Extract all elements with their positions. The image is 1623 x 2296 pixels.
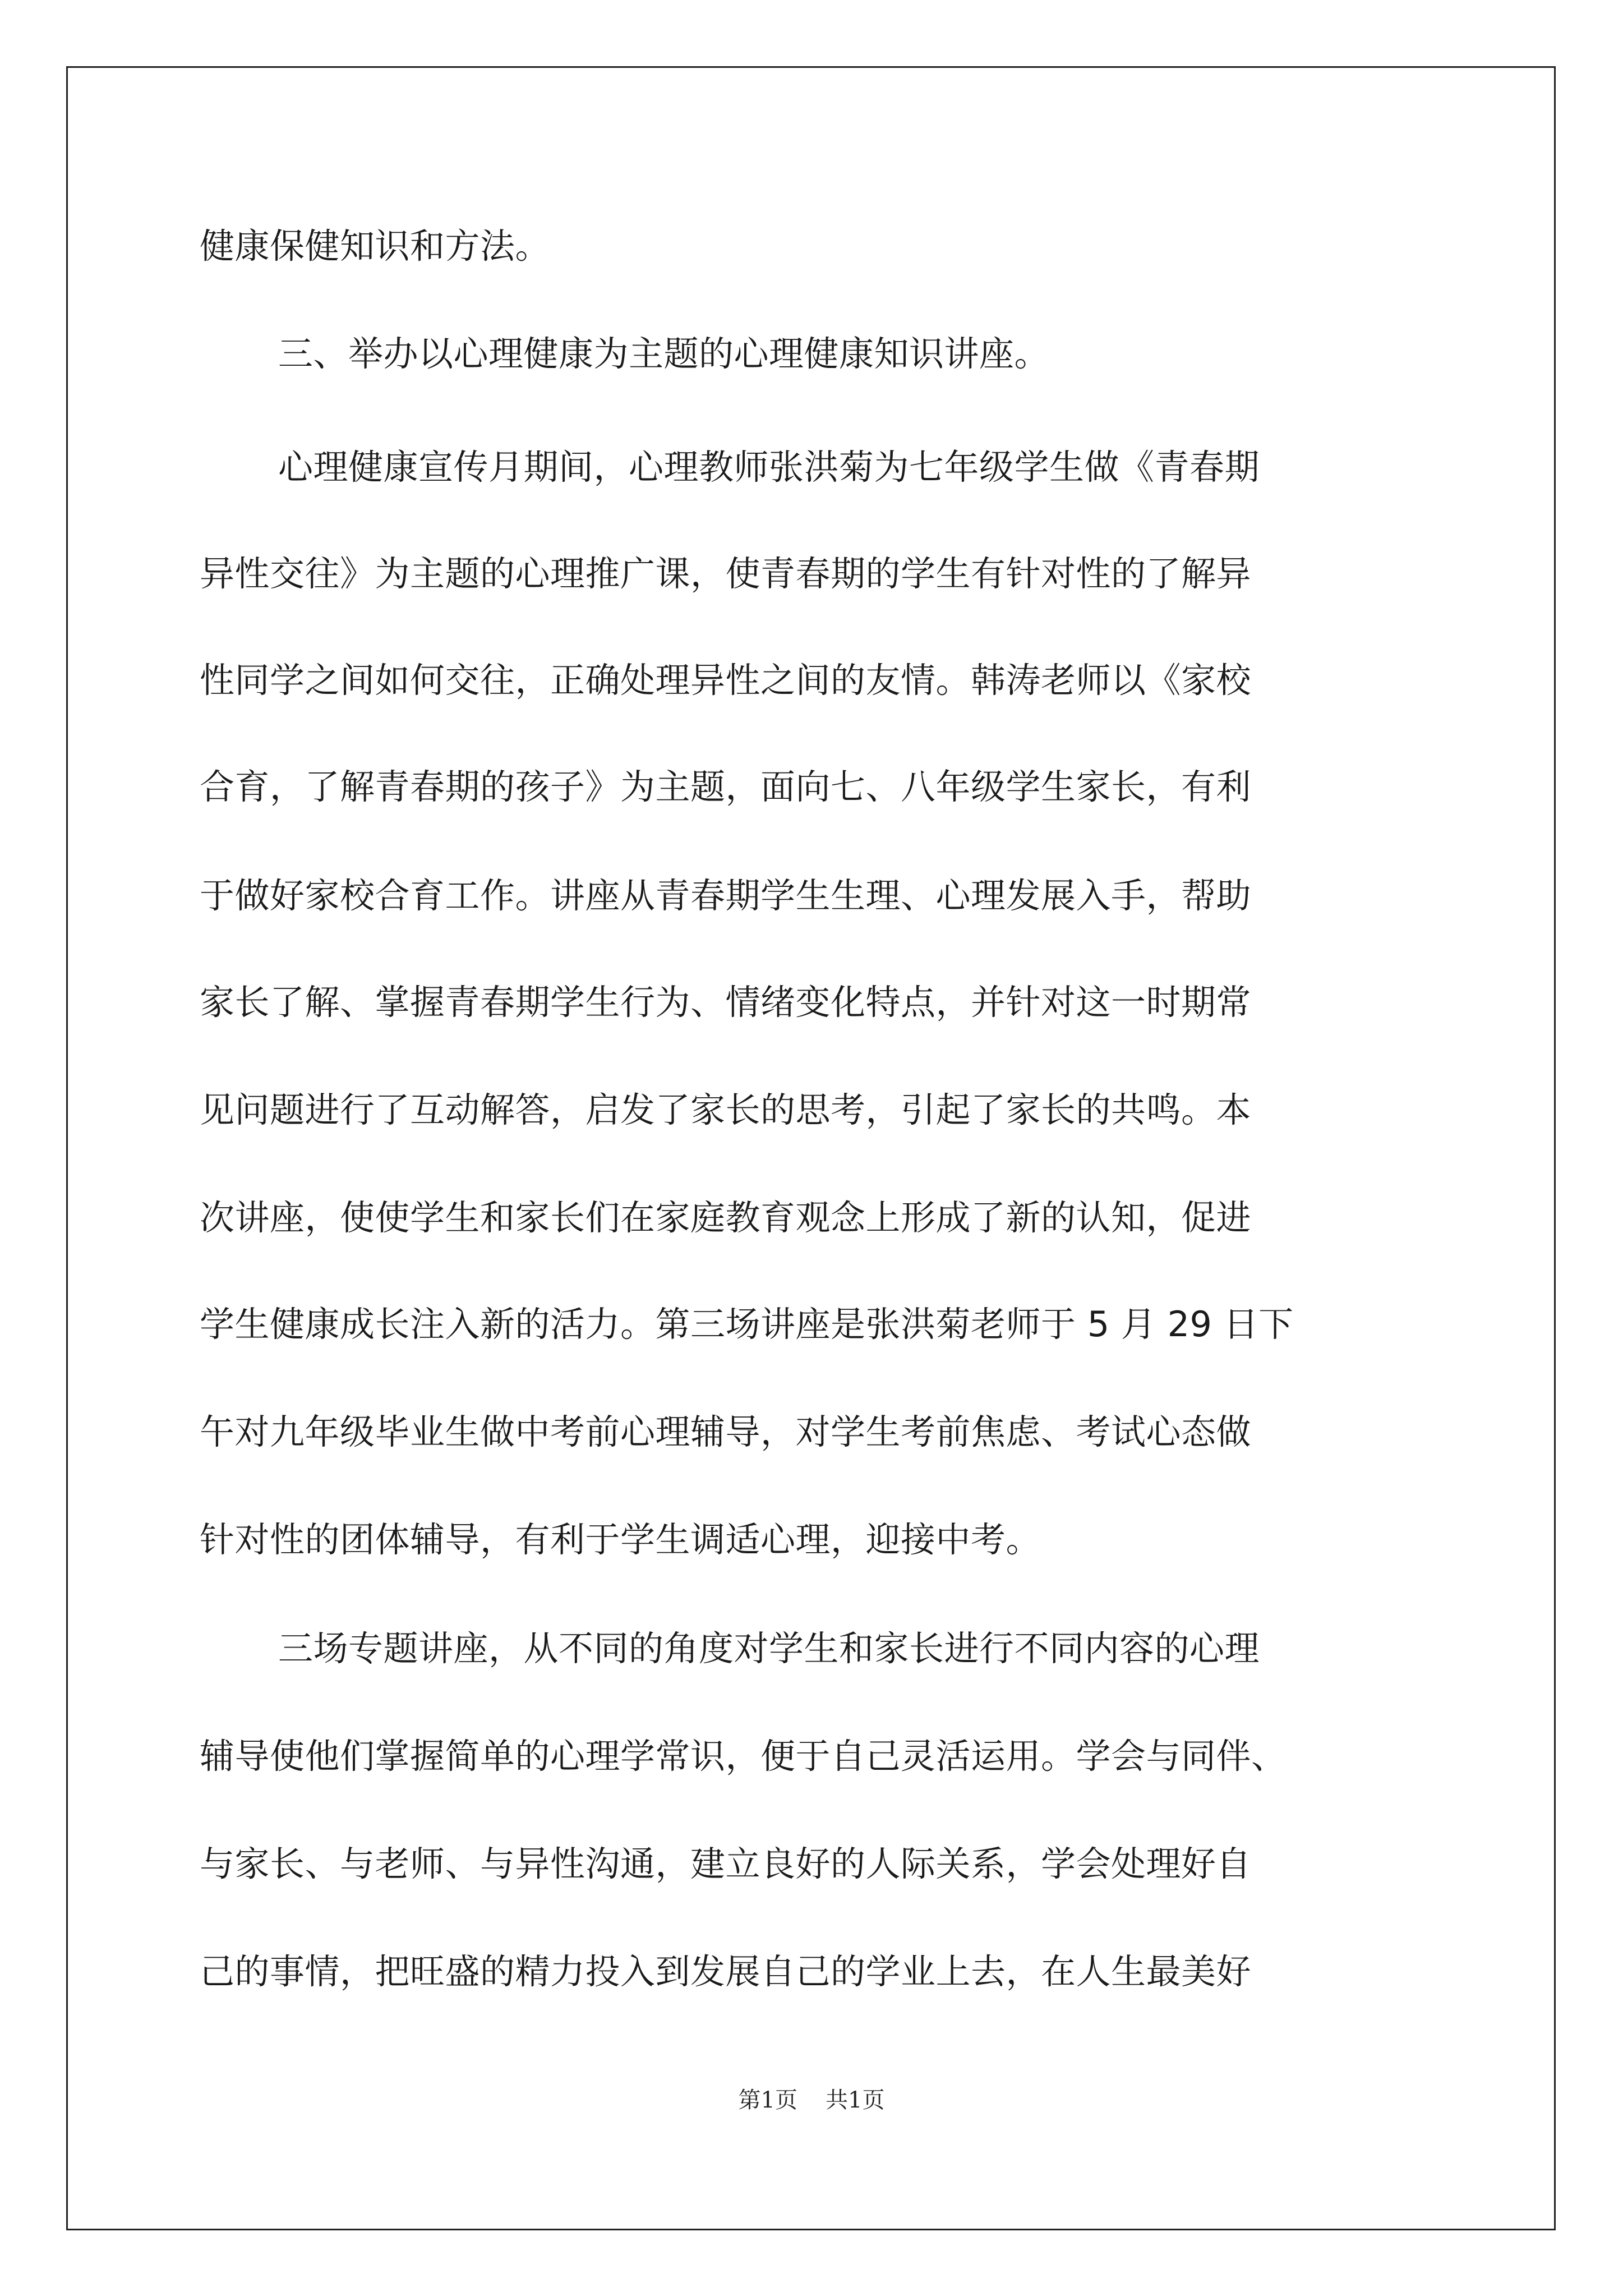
section-heading: 三、举办以心理健康为主题的心理健康知识讲座。 bbox=[278, 333, 1050, 374]
text-line: 家长了解、掌握青春期学生行为、情绪变化特点，并针对这一时期常 bbox=[200, 982, 1252, 1023]
text-line: 合育，了解青春期的孩子》为主题，面向七、八年级学生家长，有利 bbox=[200, 766, 1252, 807]
page-number: 第1页 bbox=[738, 2087, 797, 2113]
text-line: 心理健康宣传月期间，心理教师张洪菊为七年级学生做《青春期 bbox=[278, 447, 1260, 487]
text-line: 性同学之间如何交往，正确处理异性之间的友情。韩涛老师以《家校 bbox=[200, 660, 1252, 701]
text-line: 于做好家校合育工作。讲座从青春期学生生理、心理发展入手，帮助 bbox=[200, 875, 1252, 916]
text-line: 针对性的团体辅导，有利于学生调适心理，迎接中考。 bbox=[200, 1519, 1041, 1560]
text-line: 见问题进行了互动解答，启发了家长的思考，引起了家长的共鸣。本 bbox=[200, 1089, 1252, 1130]
page-total: 共1页 bbox=[826, 2087, 885, 2113]
text-line: 学生健康成长注入新的活力。第三场讲座是张洪菊老师于 5 月 29 日下 bbox=[200, 1304, 1294, 1345]
text-line: 与家长、与老师、与异性沟通，建立良好的人际关系，学会处理好自 bbox=[200, 1843, 1252, 1884]
page-border bbox=[66, 66, 1556, 2230]
text-line: 健康保健知识和方法。 bbox=[200, 226, 551, 266]
text-line: 辅导使他们掌握简单的心理学常识，便于自己灵活运用。学会与同伴、 bbox=[200, 1736, 1287, 1777]
text-line: 三场专题讲座，从不同的角度对学生和家长进行不同内容的心理 bbox=[278, 1628, 1260, 1669]
text-line: 午对九年级毕业生做中考前心理辅导，对学生考前焦虑、考试心态做 bbox=[200, 1411, 1252, 1452]
text-line: 次讲座，使使学生和家长们在家庭教育观念上形成了新的认知，促进 bbox=[200, 1197, 1252, 1238]
text-line: 异性交往》为主题的心理推广课，使青春期的学生有针对性的了解异 bbox=[200, 553, 1252, 594]
page-footer bbox=[0, 2082, 1623, 2114]
text-line: 己的事情，把旺盛的精力投入到发展自己的学业上去，在人生最美好 bbox=[200, 1951, 1252, 1992]
